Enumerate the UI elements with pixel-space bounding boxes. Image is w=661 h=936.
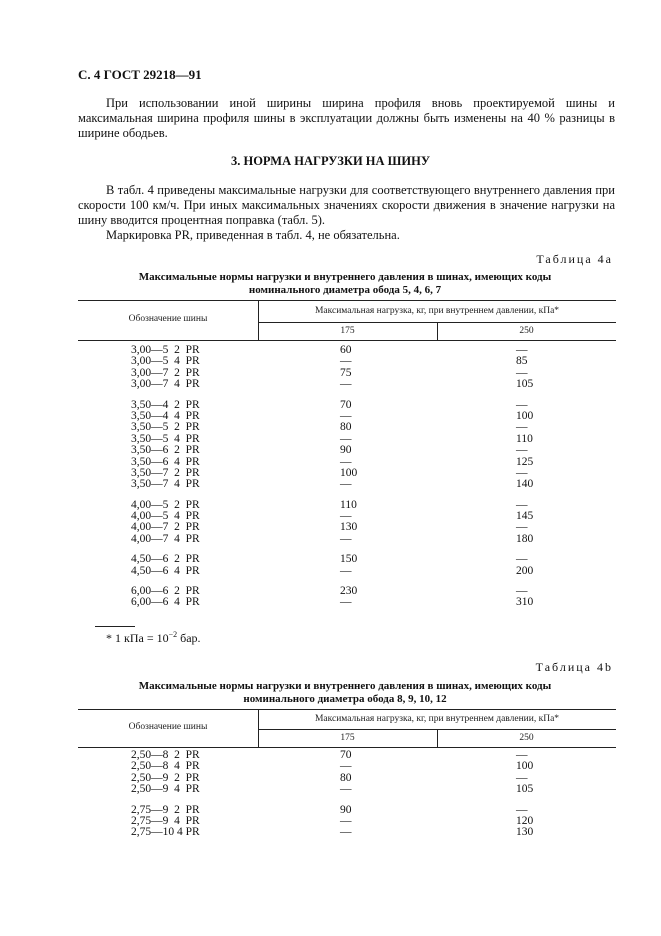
load-250: — bbox=[516, 398, 528, 411]
tire-designation: 3,00—7 2 PR bbox=[131, 366, 200, 379]
load-175: 75 bbox=[340, 366, 352, 379]
load-250: — bbox=[516, 344, 528, 356]
load-250: 120 bbox=[516, 814, 534, 827]
load-175: 80 bbox=[340, 421, 352, 434]
load-250: — bbox=[516, 771, 528, 784]
tire-designation: 3,50—7 2 PR bbox=[131, 466, 200, 479]
load-250: 130 bbox=[516, 826, 534, 839]
footnote: * 1 кПа = $10^{-2}$ бар. bbox=[106, 630, 201, 645]
section-title: 3. НОРМА НАГРУЗКИ НА ШИНУ bbox=[230, 154, 431, 168]
tire-designation: 4,00—5 2 PR bbox=[131, 498, 200, 511]
footnote-divider bbox=[95, 626, 135, 627]
load-175: — bbox=[340, 355, 352, 368]
table-row bbox=[78, 554, 616, 565]
load-250: 105 bbox=[516, 783, 534, 796]
load-250: — bbox=[516, 421, 528, 434]
tire-designation: 3,00—5 2 PR bbox=[131, 344, 200, 356]
tire-designation: 2,50—9 4 PR bbox=[131, 783, 200, 796]
table-4b-label: Таблица 4b bbox=[535, 660, 613, 674]
load-175: 70 bbox=[340, 398, 352, 411]
load-175: 80 bbox=[340, 771, 352, 784]
table-4b-caption: Максимальные нормы нагрузки и внутреннего давления в шинах, имеющих коды номинального диаметра обода 8, 9, 10, 12 bbox=[138, 680, 552, 705]
load-175: — bbox=[340, 564, 352, 577]
table-4a-body bbox=[78, 345, 616, 609]
load-250: — bbox=[516, 749, 528, 761]
load-250: — bbox=[516, 366, 528, 379]
load-250: — bbox=[516, 444, 528, 457]
table-4a bbox=[78, 300, 616, 612]
load-175: 150 bbox=[340, 553, 358, 566]
load-175: — bbox=[340, 378, 352, 391]
page-header: С. 4 ГОСТ 29218—91 bbox=[78, 67, 202, 82]
load-250: 145 bbox=[516, 510, 534, 523]
tire-designation: 3,50—5 2 PR bbox=[131, 421, 200, 434]
load-250: 110 bbox=[516, 432, 533, 445]
tire-designation: 4,00—5 4 PR bbox=[131, 510, 200, 523]
table-4a-caption: Максимальные нормы нагрузки и внутреннего давления в шинах, имеющих коды номинального диаметра обода 5, 4, 6, 7 bbox=[138, 271, 552, 296]
tire-designation: 3,50—4 4 PR bbox=[131, 409, 200, 422]
load-250: 125 bbox=[516, 455, 534, 468]
paragraph-load-table: В табл. 4 приведены максимальные нагрузки для соответствующего внутреннего давления при скорости 100 км/ч. При иных максимальных значениях скорости движения в значение нагрузки на шину вводится процентная поправка (табл. 5). bbox=[78, 183, 615, 227]
load-250: 310 bbox=[516, 596, 534, 609]
load-250: 180 bbox=[516, 532, 534, 545]
tire-designation: 3,50—5 4 PR bbox=[131, 432, 200, 445]
tire-designation: 2,50—9 2 PR bbox=[131, 771, 200, 784]
load-250: — bbox=[516, 498, 528, 511]
tire-designation: 4,00—7 2 PR bbox=[131, 521, 200, 534]
table-row bbox=[78, 597, 616, 608]
table-4a-col-code: Обозначение шины bbox=[128, 314, 208, 324]
tire-designation: 6,00—6 2 PR bbox=[131, 585, 200, 598]
tire-designation: 4,00—7 4 PR bbox=[131, 532, 200, 545]
load-175: — bbox=[340, 532, 352, 545]
load-175: 230 bbox=[340, 585, 358, 598]
load-175: 100 bbox=[340, 466, 358, 479]
table-row bbox=[78, 379, 616, 390]
load-175: 110 bbox=[340, 498, 357, 511]
table-row bbox=[78, 784, 616, 795]
load-175: — bbox=[340, 455, 352, 468]
load-175: 90 bbox=[340, 444, 352, 457]
table-4b-col-p1: 175 bbox=[340, 733, 355, 743]
load-250: 100 bbox=[516, 409, 534, 422]
tire-designation: 2,75—9 4 PR bbox=[131, 814, 200, 827]
table-4b bbox=[78, 709, 616, 839]
table-4a-col-p1: 175 bbox=[340, 326, 355, 336]
load-175: — bbox=[340, 783, 352, 796]
load-175: — bbox=[340, 478, 352, 491]
load-175: — bbox=[340, 760, 352, 773]
table-4b-col-code: Обозначение шины bbox=[128, 722, 208, 732]
load-250: — bbox=[516, 585, 528, 598]
tire-designation: 4,50—6 4 PR bbox=[131, 564, 200, 577]
load-175: — bbox=[340, 510, 352, 523]
load-250: 100 bbox=[516, 760, 534, 773]
load-175: 70 bbox=[340, 749, 352, 761]
load-250: — bbox=[516, 466, 528, 479]
tire-designation: 6,00—6 4 PR bbox=[131, 596, 200, 609]
load-175: — bbox=[340, 596, 352, 609]
tire-designation: 3,50—6 2 PR bbox=[131, 444, 200, 457]
load-175: 130 bbox=[340, 521, 358, 534]
table-row bbox=[78, 445, 616, 456]
table-row bbox=[78, 534, 616, 545]
load-175: 90 bbox=[340, 803, 352, 816]
tire-designation: 3,50—4 2 PR bbox=[131, 398, 200, 411]
tire-designation: 2,75—10 4 PR bbox=[131, 826, 200, 839]
table-4a-col-group: Максимальная нагрузка, кг, при внутреннем давлении, кПа* bbox=[314, 306, 560, 316]
tire-designation: 3,00—7 4 PR bbox=[131, 378, 200, 391]
load-175: — bbox=[340, 814, 352, 827]
tire-designation: 2,50—8 4 PR bbox=[131, 760, 200, 773]
tire-designation: 2,75—9 2 PR bbox=[131, 803, 200, 816]
table-row bbox=[78, 479, 616, 490]
load-175: 60 bbox=[340, 344, 352, 356]
load-250: 105 bbox=[516, 378, 534, 391]
table-row bbox=[78, 827, 616, 838]
load-250: 140 bbox=[516, 478, 534, 491]
paragraph-pr-marking: Маркировка PR, приведенная в табл. 4, не обязательна. bbox=[106, 228, 400, 242]
tire-designation: 2,50—8 2 PR bbox=[131, 749, 200, 761]
tire-designation: 3,00—5 4 PR bbox=[131, 355, 200, 368]
load-250: — bbox=[516, 553, 528, 566]
load-175: — bbox=[340, 432, 352, 445]
load-250: — bbox=[516, 521, 528, 534]
paragraph-rim-width: При использовании иной ширины ширина профиля вновь проектируемой шины и максимальная ширина профиля шины в эксплуатации должны быть изменены на 40 % разницы в ширине ободьев. bbox=[78, 96, 615, 140]
load-250: — bbox=[516, 803, 528, 816]
table-row bbox=[78, 566, 616, 577]
load-175: — bbox=[340, 409, 352, 422]
table-4b-body bbox=[78, 750, 616, 839]
table-4b-col-group: Максимальная нагрузка, кг, при внутреннем давлении, кПа* bbox=[314, 714, 560, 724]
table-4a-col-p2: 250 bbox=[519, 326, 534, 336]
tire-designation: 4,50—6 2 PR bbox=[131, 553, 200, 566]
load-250: 200 bbox=[516, 564, 534, 577]
tire-designation: 3,50—6 4 PR bbox=[131, 455, 200, 468]
table-4b-col-p2: 250 bbox=[519, 733, 534, 743]
table-4a-label: Таблица 4a bbox=[536, 252, 613, 266]
load-175: — bbox=[340, 826, 352, 839]
tire-designation: 3,50—7 4 PR bbox=[131, 478, 200, 491]
load-250: 85 bbox=[516, 355, 528, 368]
